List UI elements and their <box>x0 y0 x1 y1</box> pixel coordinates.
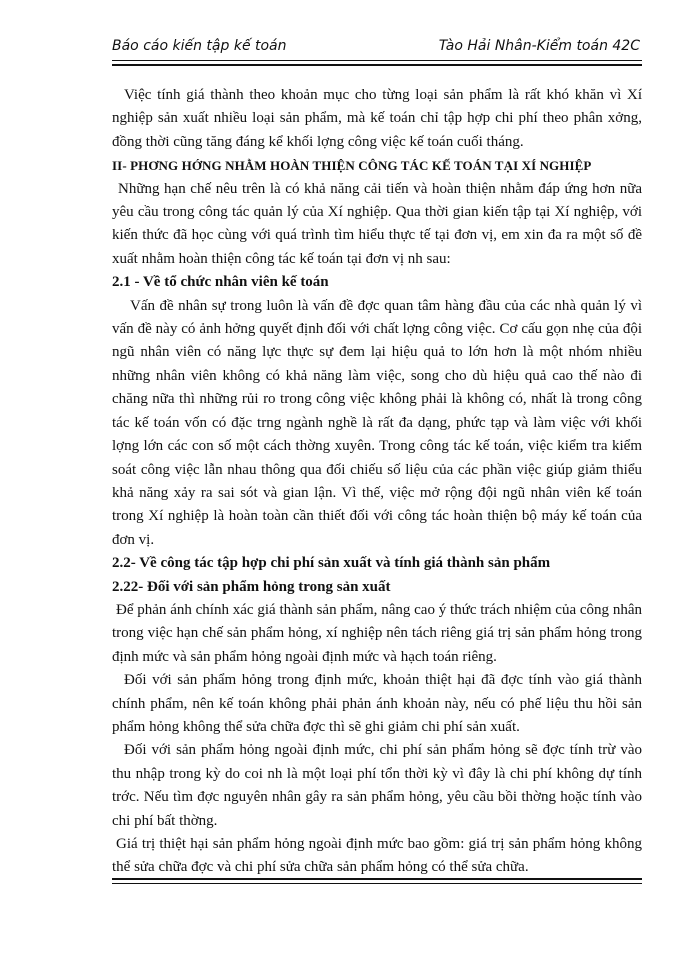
document-body <box>112 84 642 880</box>
footer-rule-thin <box>112 883 642 884</box>
paragraph-3: Vấn đề nhân sự trong luôn là vấn đề đợc quan tâm hàng đầu của các nhà quản lý vì vấn đề này có ảnh hởng quyết định đối với chất lợng công việc. Cơ cấu gọn nhẹ của đội ngũ nhân viên có năng lực thực sự đem lại hiệu quả to lớn hơn là một nhóm nhiều những nhân viên không có khả năng làm việc, song cho dù hiệu quả cao thế nào đi chăng nữa thì những rủi ro trong công việc không phải là không có, nhất là trong công tác kế toán vốn có đặc trng ngành nghề là rất đa dạng, phức tạp và làm việc với khối lợng lớn các con số một cách thờng xuyên. Trong công tác kế toán, việc kiểm tra kiểm soát công việc lẫn nhau thông qua đối chiếu số liệu của các phần việc giúp giảm thiểu khả năng xảy ra sai sót và gian lận. Vì thế, việc mở rộng đội ngũ nhân viên kế toán trong Xí nghiệp là hoàn toàn cần thiết đối với công tác hoàn thiện bộ máy kế toán của đơn vị. <box>112 297 642 548</box>
paragraph-7: Giá trị thiệt hại sản phẩm hỏng ngoài định mức bao gồm: giá trị sản phẩm hỏng không thể sửa chữa đợc và chi phí sửa chữa sản phẩm hỏng có thể sửa chữa. <box>112 836 642 876</box>
paragraph-2: Những hạn chế nêu trên là có khả năng cải tiến và hoàn thiện nhằm đáp ứng hơn nữa yêu cầu trong công tác quản lý của Xí nghiệp. Qua thời gian kiến tập tại Xí nghiệp, với kiến thức đã học cùng với quá trình tìm hiểu thực tế tại đơn vị, em xin đa ra một số đề xuất nhằm hoàn thiện công tác kế toán tại đơn vị nh sau: <box>112 180 642 267</box>
header-left: Báo cáo kiến tập kế toán <box>112 38 287 54</box>
subsection-heading-2-22: 2.22- Đối với sản phẩm hỏng trong sản xuất <box>112 578 391 595</box>
header-right: Tào Hải Nhân-Kiểm toán 42C <box>438 38 640 54</box>
paragraph-1: Việc tính giá thành theo khoản mục cho từng loại sản phẩm là rất khó khăn vì Xí nghiệp sản xuất nhiều loại sản phẩm, mà kế toán chỉ tập hợp chi phí theo phân xởng, đồng thời cũng tăng đáng kể khối lợng công việc kế toán cuối tháng. <box>112 87 642 150</box>
subsection-heading-2-2: 2.2- Về công tác tập hợp chi phí sản xuất và tính giá thành sản phẩm <box>112 555 551 572</box>
header-rule-thin <box>112 60 642 61</box>
subsection-heading-2-1: 2.1 - Về tổ chức nhân viên kế toán <box>112 274 329 291</box>
paragraph-6: Đối với sản phẩm hỏng ngoài định mức, chi phí sản phẩm hỏng sẽ đợc tính trừ vào thu nhập trong kỳ do coi nh là một loại phí tổn thời kỳ vì đây là chi phí không dự tính trớc. Nếu tìm đợc nguyên nhân gây ra sản phẩm hỏng, yêu cầu bồi thờng hoặc tính vào chi phí bất thờng. <box>112 742 642 829</box>
paragraph-4: Để phản ánh chính xác giá thành sản phẩm, nâng cao ý thức trách nhiệm của công nhân trong việc hạn chế sản phẩm hỏng, xí nghiệp nên tách riêng giá trị sản phẩm hỏng trong định mức và sản phẩm hỏng ngoài định mức và hạch toán riêng. <box>112 601 642 665</box>
page-header <box>112 38 640 54</box>
header-rule-thick <box>112 64 642 66</box>
paragraph-5: Đối với sản phẩm hỏng trong định mức, khoản thiệt hại đã đợc tính vào giá thành chính phẩm, nên kế toán không phải phản ánh khoản này, nếu có phế liệu thu hồi sản phẩm hỏng không thể sửa chữa đợc thì sẽ ghi giảm chi phí sản xuất. <box>112 672 642 735</box>
footer-rule-thick <box>112 878 642 880</box>
section-heading-2: II- PHƠNG HỚNG NHẰM HOÀN THIỆN CÔNG TÁC KẾ TOÁN TẠI XÍ NGHIỆP <box>112 158 592 174</box>
